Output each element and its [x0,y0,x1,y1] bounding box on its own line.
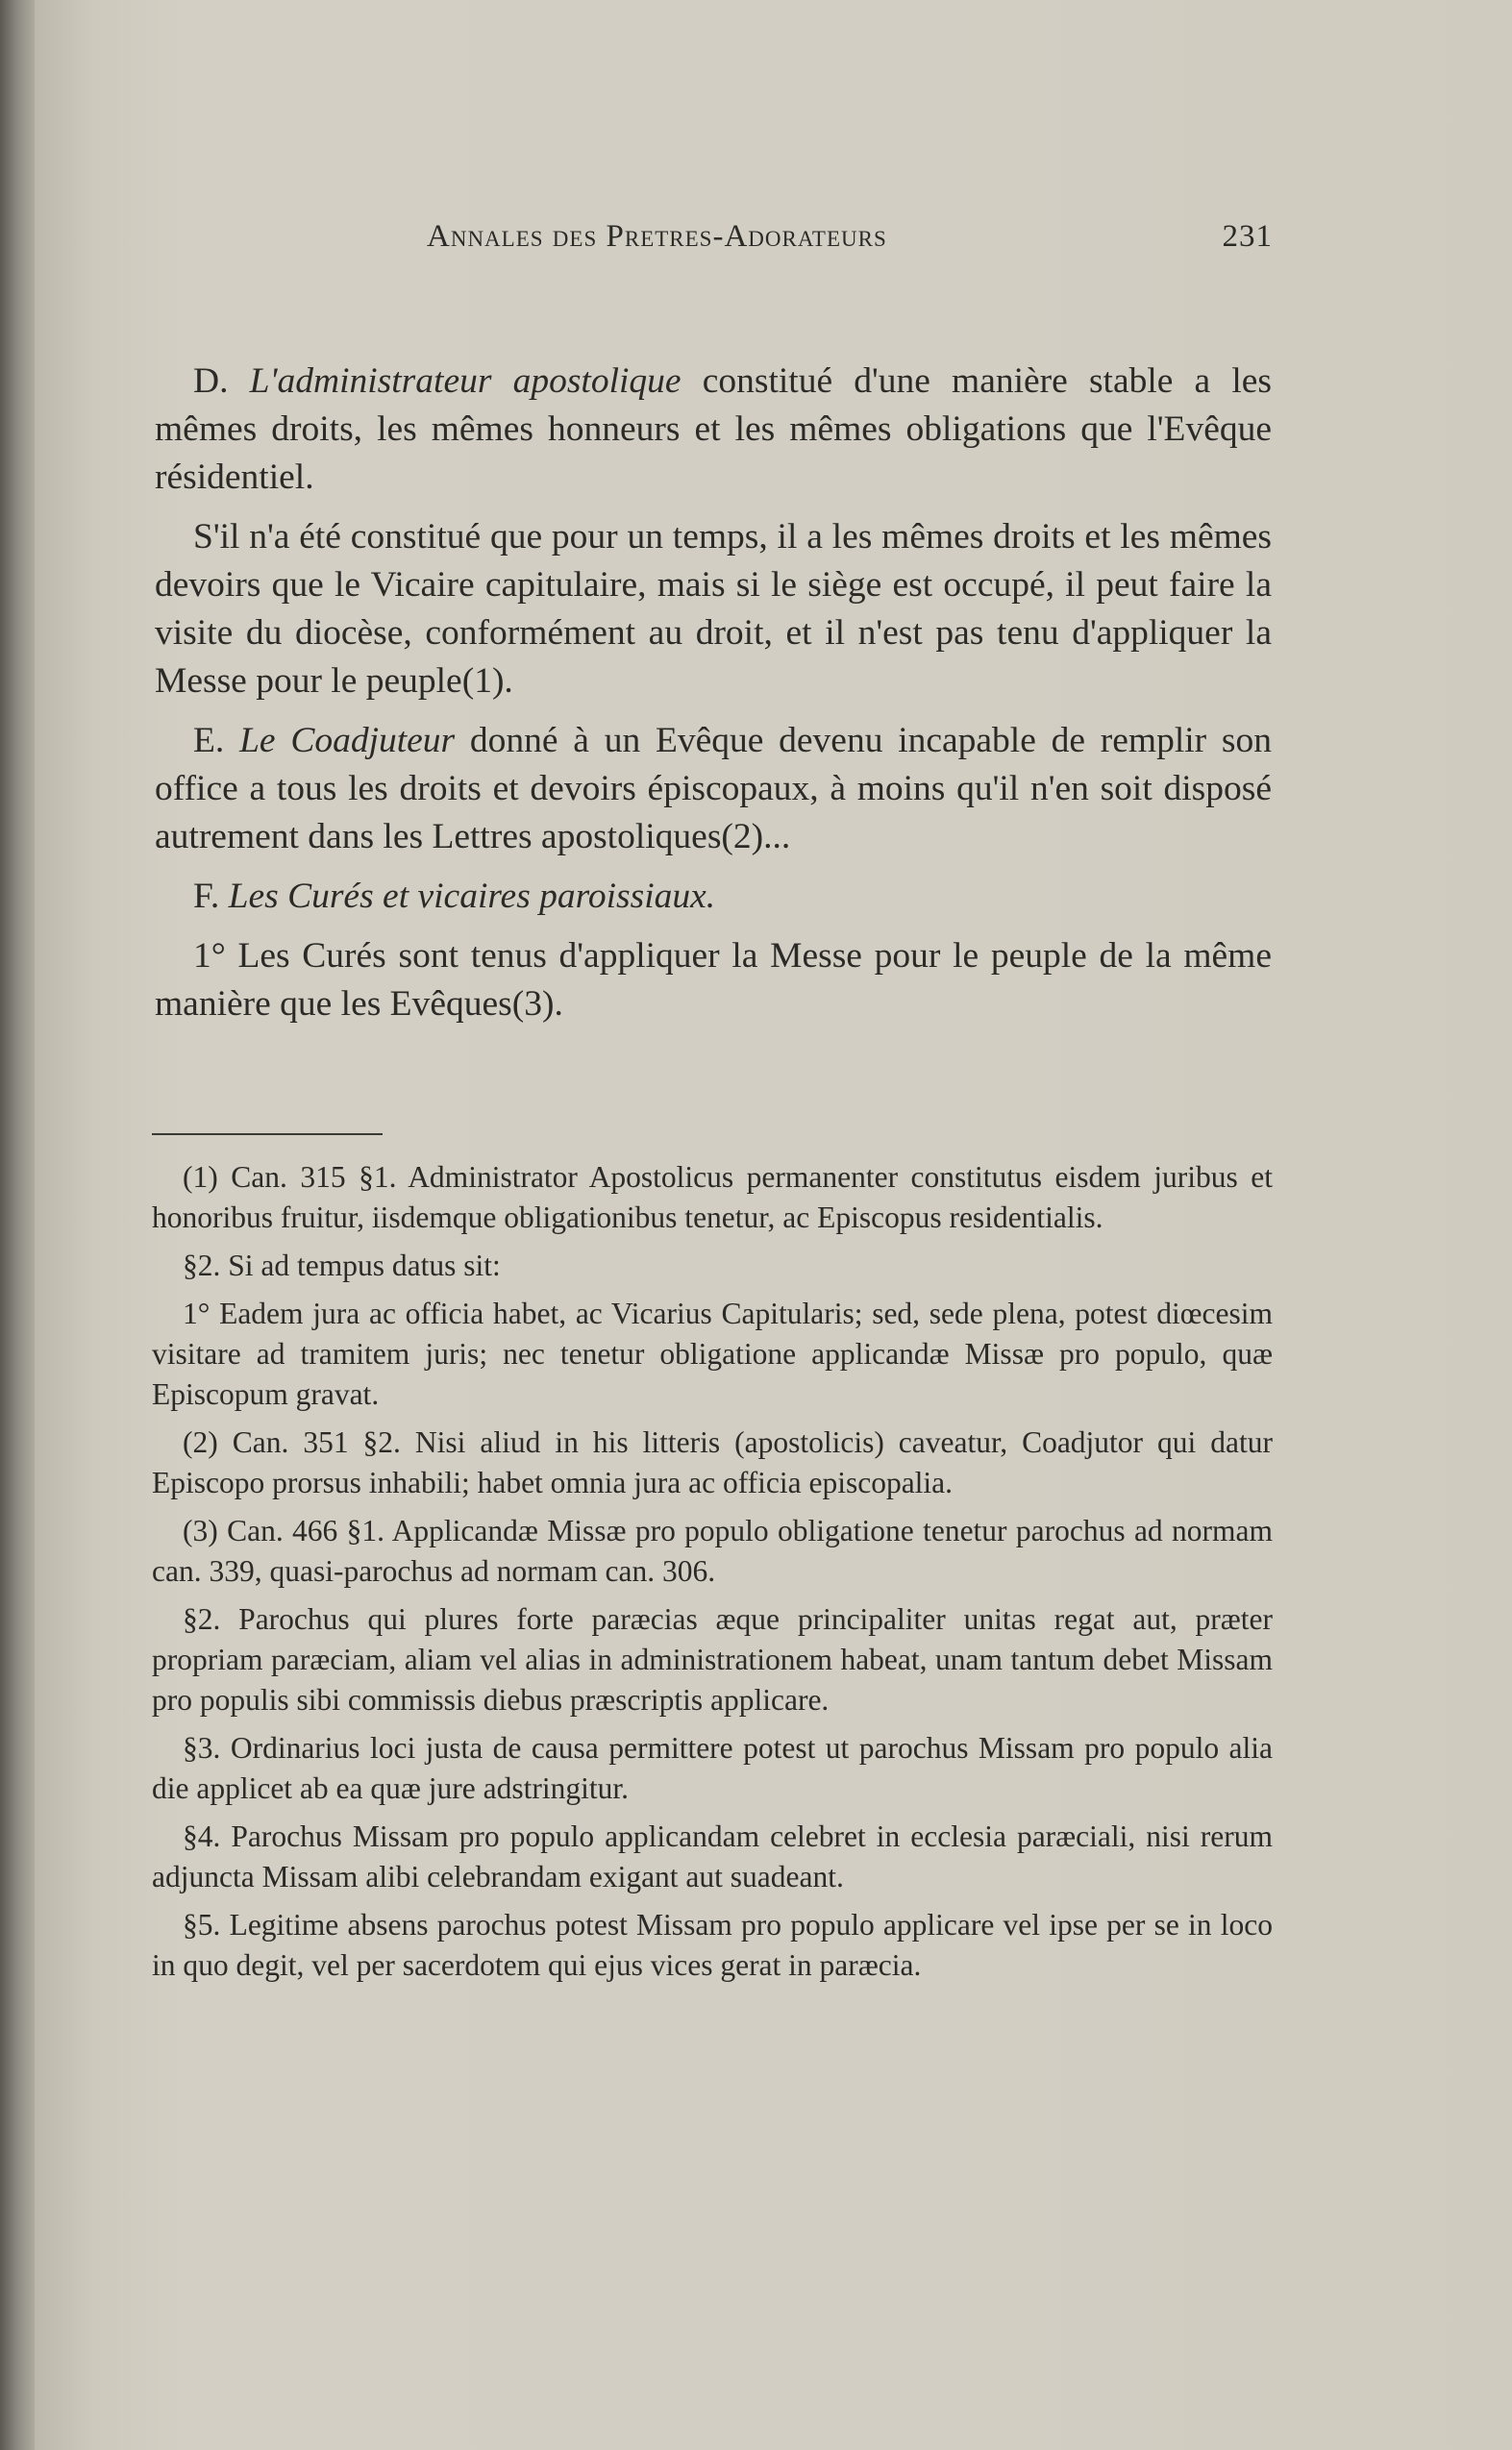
main-text [155,358,1272,1040]
paragraph-d [155,358,1272,502]
footnote: 1° Eadem jura ac officia habet, ac Vicarius Capitularis; sed, sede plena, potest diœcesim visitare ad tramitem juris; nec tenetur obligatione applicandæ Missæ pro populo, quæ Episcopum gravat. [152,1297,1273,1411]
paragraph-e [155,717,1272,861]
italic-term: L'administrateur apostolique [249,361,682,401]
paragraph-f [155,873,1272,921]
italic-term: Les Curés et vicaires paroissiaux. [228,877,716,916]
paragraph-label: F. [193,877,220,916]
footnote: §2. Si ad tempus datus sit: [183,1249,501,1282]
italic-term: Le Coadjuteur [239,721,456,760]
book-spine-shadow [0,0,38,2450]
paragraph-cures: 1° Les Curés sont tenus d'appliquer la Messe pour le peuple de la même manière que les Evêques(3). [155,936,1272,1024]
running-header [427,219,1273,261]
page-number: 231 [1222,219,1273,254]
footnote: (1) Can. 315 §1. Administrator Apostolicus permanenter constitutus eisdem juribus et honoribus fruitur, iisdemque obligationibus tenetur, ac Episcopus residentialis. [152,1160,1273,1234]
footnote: (2) Can. 351 §2. Nisi aliud in his litteris (apostolicis) caveatur, Coadjutor qui datur Episcopo prorsus inhabili; habet omnia jura ac officia episcopalia. [152,1425,1273,1499]
book-page [35,0,1512,2450]
footnote: §4. Parochus Missam pro populo applicandam celebret in ecclesia paræciali, nisi rerum adjuncta Missam alibi celebrandam exigant aut suadeant. [152,1819,1273,1893]
footnote: §5. Legitime absens parochus potest Missam pro populo applicare vel ipse per se in loco in quo degit, vel per sacerdotem qui ejus vices gerat in paræcia. [152,1908,1273,1982]
paragraph-label: D. [193,361,229,401]
paragraph-text: donné à un Evêque devenu incapable de remplir son office a tous les droits et devoirs épiscopaux, à moins qu'il n'en soit disposé autrement dans les Lettres apostoliques(2)... [155,721,1272,856]
paragraph-temporary: S'il n'a été constitué que pour un temps, il a les mêmes droits et les mêmes devoirs que le Vicaire capitulaire, mais si le siège est occupé, il peut faire la visite du diocèse, conformément au droit, et il n'est pas tenu d'appliquer la Messe pour le peuple(1). [155,517,1272,701]
footnote: (3) Can. 466 §1. Applicandæ Missæ pro populo obligatione tenetur parochus ad normam can. 339, quasi-parochus ad normam can. 306. [152,1514,1273,1588]
footnotes [152,1157,1273,1993]
running-title: Annales des Pretres-Adorateurs [427,219,887,254]
footnote: §2. Parochus qui plures forte paræcias æque principaliter unitas regat aut, præter propriam paræciam, aliam vel alias in administrationem habeat, unam tantum debet Missam pro populis sibi commissis diebus præscriptis applicare. [152,1602,1273,1717]
footnote-divider [152,1133,383,1135]
footnote: §3. Ordinarius loci justa de causa permittere potest ut parochus Missam pro populo alia die applicet ab ea quæ jure adstringitur. [152,1731,1273,1805]
paragraph-text: constitué d'une manière stable a les mêmes droits, les mêmes honneurs et les mêmes obligations que l'Evêque résidentiel. [155,361,1273,497]
paragraph-label: E. [193,721,225,760]
